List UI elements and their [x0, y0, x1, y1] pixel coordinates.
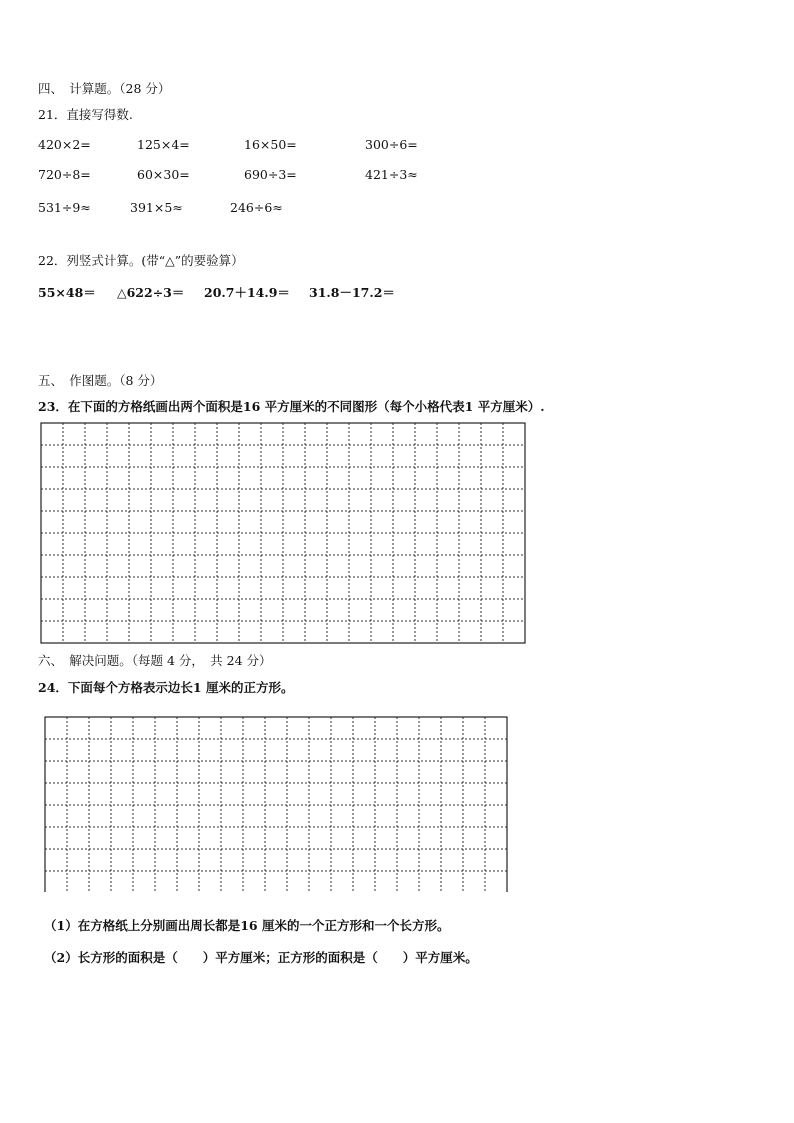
calc-item: 125×4=	[137, 137, 190, 152]
question-24-title: 24．下面每个方格表示边长1 厘米的正方形。	[38, 680, 294, 695]
calc-item: 420×2=	[38, 137, 91, 152]
question-21-title: 21．直接写得数.	[38, 107, 133, 122]
question-24-part-2: （2）长方形的面积是（ ）平方厘米；正方形的面积是（ ）平方厘米。	[44, 950, 478, 965]
section-5-heading: 五、 作图题。（8 分）	[38, 373, 163, 388]
section-4-heading: 四、 计算题。（28 分）	[38, 81, 171, 96]
calc-item: 246÷6≈	[230, 200, 283, 215]
vertical-calc-item: 55×48＝	[38, 285, 96, 300]
vertical-calc-item: △622÷3＝	[117, 285, 185, 300]
vertical-calc-item: 31.8－17.2＝	[309, 285, 395, 300]
grid-paper-23	[40, 422, 530, 646]
calc-item: 421÷3≈	[365, 167, 418, 182]
section-6-heading: 六、 解决问题。（每题 4 分， 共 24 分）	[38, 653, 272, 668]
calc-item: 60×30=	[137, 167, 190, 182]
calc-item: 531÷9≈	[38, 200, 91, 215]
calc-item: 16×50=	[244, 137, 297, 152]
question-23-title: 23．在下面的方格纸画出两个面积是16 平方厘米的不同图形（每个小格代表1 平方厘米）.	[38, 399, 545, 414]
vertical-calc-item: 20.7＋14.9＝	[204, 285, 290, 300]
calc-item: 391×5≈	[130, 200, 183, 215]
calc-item: 300÷6=	[365, 137, 418, 152]
calc-item: 720÷8=	[38, 167, 91, 182]
calc-item: 690÷3=	[244, 167, 297, 182]
question-24-part-1: （1）在方格纸上分别画出周长都是16 厘米的一个正方形和一个长方形。	[44, 918, 450, 933]
question-22-title: 22．列竖式计算。(带“△”的要验算）	[38, 253, 244, 268]
grid-paper-24	[44, 716, 508, 892]
